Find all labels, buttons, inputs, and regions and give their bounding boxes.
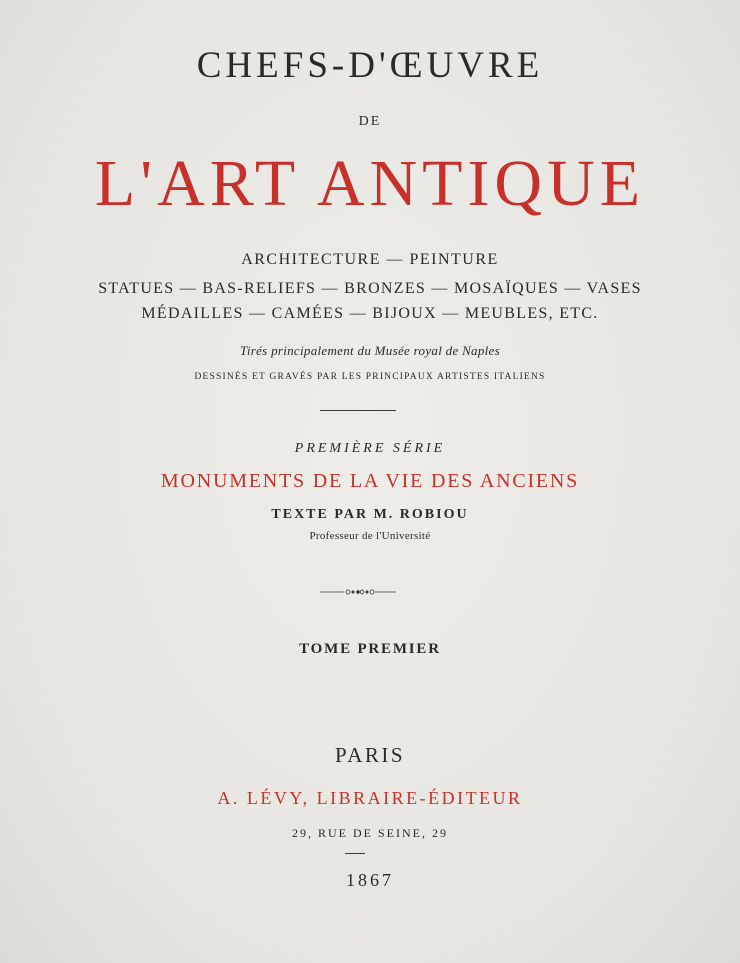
heading-chefs-doeuvre: CHEFS-D'ŒUVRE xyxy=(196,45,544,86)
ornament-divider xyxy=(320,586,396,598)
publisher: A. LÉVY, LIBRAIRE-ÉDITEUR xyxy=(217,788,523,808)
source-note: Tirés principalement du Musée royal de Naples xyxy=(240,343,500,358)
series-title: MONUMENTS DE LA VIE DES ANCIENS xyxy=(160,470,580,492)
heading-de: DE xyxy=(358,114,382,129)
short-rule xyxy=(345,853,365,854)
subjects-line-1: ARCHITECTURE — PEINTURE xyxy=(241,251,499,268)
year: 1867 xyxy=(346,870,394,890)
author-title: Professeur de l'Université xyxy=(309,530,431,542)
city: PARIS xyxy=(334,743,406,767)
author-line: TEXTE PAR M. ROBIOU xyxy=(271,507,469,522)
series-label: PREMIÈRE SÉRIE xyxy=(294,441,446,456)
address: 29, RUE DE SEINE, 29 xyxy=(292,826,448,840)
divider-rule xyxy=(320,410,396,411)
volume-label: TOME PREMIER xyxy=(299,641,441,657)
main-title: L'ART ANTIQUE xyxy=(94,147,646,220)
subjects-line-3: MÉDAILLES — CAMÉES — BIJOUX — MEUBLES, ETC. xyxy=(141,305,599,322)
engravers-note: DESSINÉS ET GRAVÉS PAR LES PRINCIPAUX ARTISTES ITALIENS xyxy=(194,372,546,382)
subjects-line-2: STATUES — BAS-RELIEFS — BRONZES — MOSAÏQUES — VASES xyxy=(98,280,642,297)
